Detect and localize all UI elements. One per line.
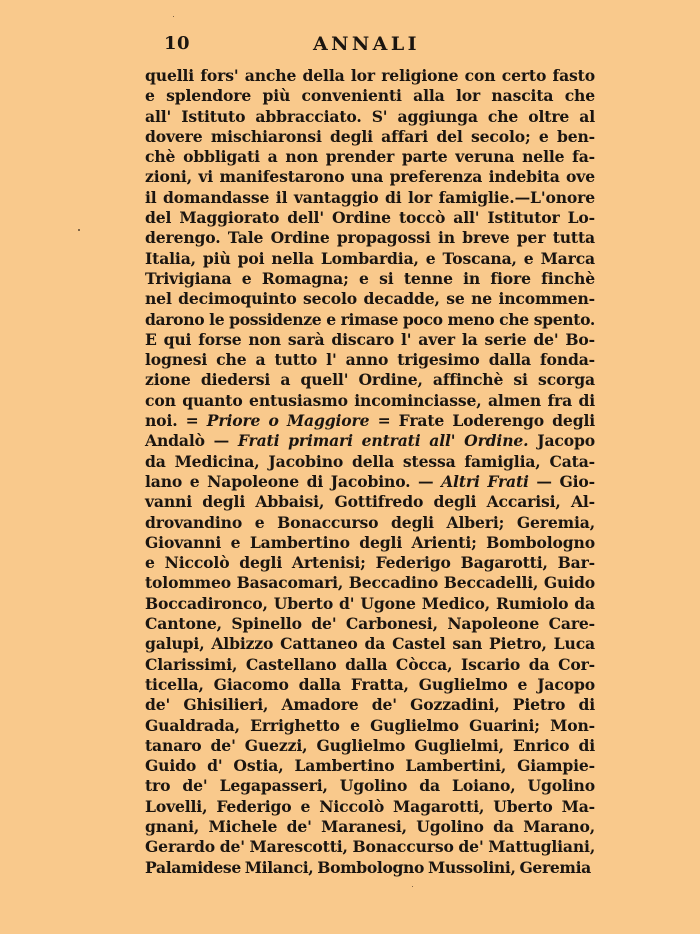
text-line [145,452,595,472]
text-line [145,594,595,614]
text-run: zioni, vi manifestarono una preferenza indebita ove [145,167,595,187]
page-number: 10 [164,33,191,54]
text-run: ticella, Giacomo dalla Fratta, Guglielmo e Jacopo [145,674,595,694]
text-run: noi. = [145,411,207,431]
italic-text-run: Frati primari entrati all' Ordine. [237,431,529,451]
text-line [145,107,595,127]
text-line [145,492,595,512]
text-run: de' Ghisilieri, Amadore de' Gozzadini, Pietro di [145,695,595,715]
text-run: = Frate Loderengo degli [369,411,595,431]
text-run: tro de' Legapasseri, Ugolino da Loiano, Ugolino [145,776,595,796]
text-run: derengo. Tale Ordine propagossi in breve per tutta [145,228,595,248]
text-run: Clarissimi, Castellano dalla Còcca, Iscario da Cor- [145,654,595,674]
text-line [145,269,595,289]
text-run: lognesi che a tutto l' anno trigesimo dalla fonda- [145,350,595,370]
text-run: Boccadironco, Uberto d' Ugone Medico, Rumiolo da [145,593,595,613]
text-line [145,837,595,857]
print-speck [78,229,80,231]
text-line [145,797,595,817]
text-run: con quanto entusiasmo incominciasse, almen fra di [145,390,595,410]
text-line [145,86,595,106]
text-run: chè obbligati a non prender parte veruna nelle fa- [145,147,595,167]
text-run: gnani, Michele de' Maranesi, Ugolino da Marano, [145,816,595,836]
text-line [145,431,595,451]
text-run: E qui forse non sarà discaro l' aver la serie de' Bo- [145,329,595,349]
text-line [145,675,595,695]
text-line [145,533,595,553]
text-run: galupi, Albizzo Cattaneo da Castel san Pietro, Luca [145,634,595,654]
text-run: tolommeo Basacomari, Beccadino Beccadelli, Guido [145,573,595,593]
text-line [145,858,595,878]
text-run: da Medicina, Jacobino della stessa famiglia, Cata- [145,451,595,471]
text-line [145,614,595,634]
text-line [145,350,595,370]
text-line [145,188,595,208]
text-line [145,330,595,350]
text-line [145,553,595,573]
text-line [145,513,595,533]
text-line [145,208,595,228]
text-run: tanaro de' Guezzi, Guglielmo Guglielmi, Enrico di [145,735,595,755]
text-run: dovere mischiaronsi degli affari del secolo; e ben- [145,126,595,146]
italic-text-run: Altri Frati [441,471,529,491]
text-line [145,716,595,736]
text-run: Gualdrada, Errighetto e Guglielmo Guarini; Mon- [145,715,595,735]
text-line [145,249,595,269]
text-run: Cantone, Spinello de' Carbonesi, Napoleone Care- [145,614,595,634]
text-run: darono le possidenze e rimase poco meno che spento. [145,309,595,329]
print-speck [173,16,174,17]
text-line [145,411,595,431]
text-run: Gerardo de' Marescotti, Bonaccurso de' Mattugliani, [145,837,596,857]
text-line [145,147,595,167]
text-run: del Maggiorato dell' Ordine toccò all' Istitutor Lo- [145,208,595,228]
text-line [145,573,595,593]
text-run: Lovelli, Federigo e Niccolò Magarotti, Uberto Ma- [145,796,595,816]
text-line [145,776,595,796]
text-run: vanni degli Abbaisi, Gottifredo degli Accarisi, Al- [145,492,595,512]
text-line [145,817,595,837]
text-run: drovandino e Bonaccurso degli Alberi; Geremia, [145,512,595,532]
text-run: Italia, più poi nella Lombardia, e Toscana, e Marca [145,248,595,268]
text-line [145,736,595,756]
text-line [145,756,595,776]
text-run: Giovanni e Lambertino degli Arienti; Bombologno [145,532,595,552]
text-run: e Niccolò degli Artenisi; Federigo Bagarotti, Bar- [145,553,595,573]
text-run: quelli fors' anche della lor religione con certo fasto [145,66,595,85]
text-run: Trivigiana e Romagna; e si tenne in fiore finchè [145,268,595,288]
text-line [145,695,595,715]
italic-text-run: Priore o Maggiore [206,411,370,431]
text-line [145,655,595,675]
text-line [145,66,595,86]
text-run: all' Istituto abbracciato. S' aggiunga che oltre al [145,106,595,126]
text-line [145,310,595,330]
text-line [145,167,595,187]
text-line [145,370,595,390]
text-line [145,634,595,654]
running-header [0,33,700,57]
text-run: Palamidese Milanci, Bombologno Mussolini, Geremia [145,857,591,877]
text-line [145,127,595,147]
text-run: lano e Napoleone di Jacobino. — [145,471,442,491]
running-title: ANNALI [313,33,420,55]
text-run: Andalò — [145,431,238,451]
print-speck [412,886,413,887]
text-run: — Gio- [528,471,595,491]
text-line [145,228,595,248]
text-line [145,391,595,411]
text-line [145,289,595,309]
text-line [145,472,595,492]
text-run: e splendore più convenienti alla lor nascita che [145,86,595,106]
text-run: Jacopo [528,431,595,451]
text-run: nel decimoquinto secolo decadde, se ne incommen- [145,289,595,309]
text-run: zione diedersi a quell' Ordine, affinchè si scorga [145,370,595,390]
text-run: il domandasse il vantaggio di lor famiglie.—L'onore [145,187,595,207]
body-text [145,66,595,878]
text-run: Guido d' Ostia, Lambertino Lambertini, Giampie- [145,756,595,776]
